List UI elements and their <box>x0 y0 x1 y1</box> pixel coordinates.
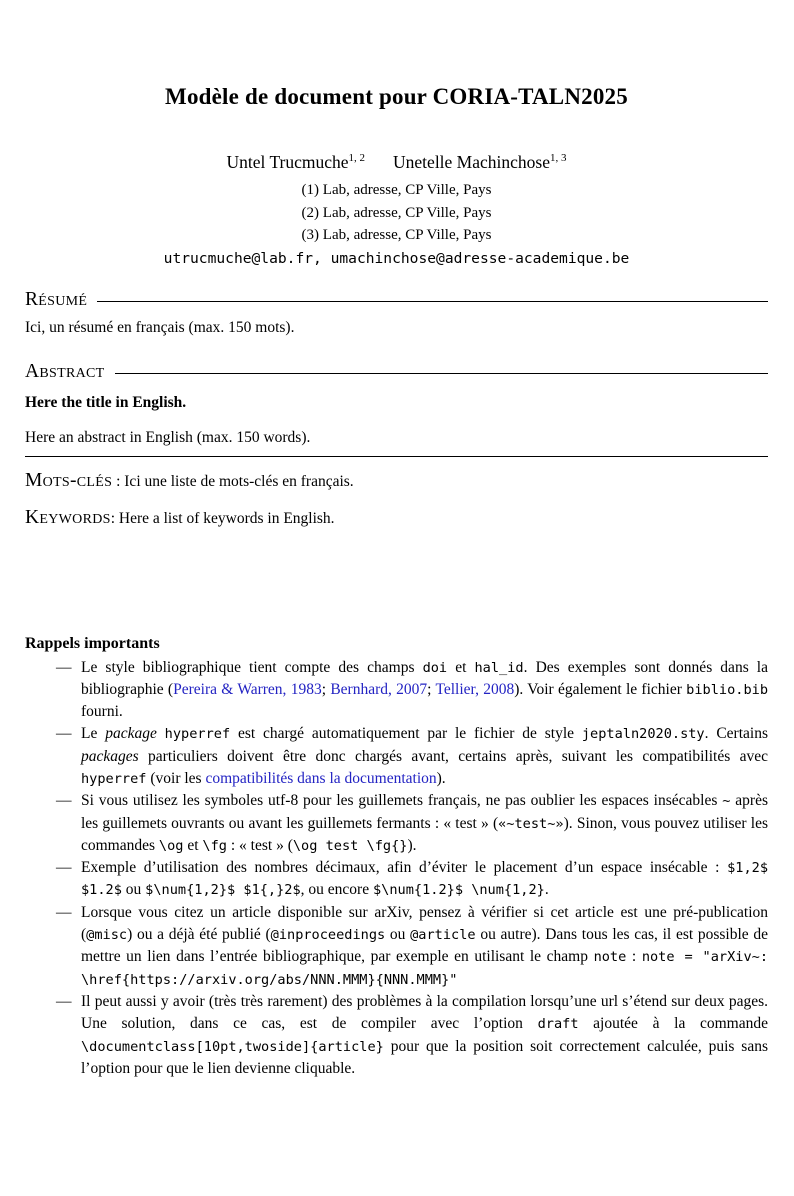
code-span: draft <box>537 1016 579 1033</box>
inline-link[interactable]: Bernhard, 2007 <box>330 680 428 698</box>
text-span: Lorsque vous citez un article disponible sur arXiv, pensez à vérifier si cet article est une pré-publication ( <box>81 903 768 944</box>
text-span: Exemple d’utilisation des nombres décimaux, afin d’éviter le placement d’un espace insécable : <box>81 859 728 877</box>
author-2-name: Unetelle Machinchose <box>393 152 550 172</box>
text-span: : « test » ( <box>226 836 293 854</box>
resume-text: Ici, un résumé en français (max. 150 mots). <box>25 318 295 336</box>
code-span: $1,2$ $1.2$ <box>81 860 768 899</box>
code-span: @inproceedings <box>270 927 386 944</box>
code-span: hyperref <box>164 726 231 743</box>
rappels-item <box>25 790 768 857</box>
text-span: fourni. <box>81 703 123 721</box>
code-span: «~test~» <box>498 815 564 832</box>
code-span: \og <box>158 837 184 854</box>
keywords-line <box>25 506 768 531</box>
inline-link[interactable]: Pereira & Warren, 1983 <box>173 680 322 698</box>
code-span: biblio.bib <box>686 681 768 698</box>
item-dash-marker: — <box>56 903 72 921</box>
text-span: après les guillemets ouvrants ou avant les guillemets fermants : « test » ( <box>81 792 769 832</box>
keywords-text: : Here a list of keywords in English. <box>110 509 335 527</box>
rappels-item <box>25 723 768 790</box>
code-span: $\num{1.2}$ \num{1,2} <box>372 882 545 899</box>
keywords-label: Keywords <box>25 506 111 528</box>
author-1 <box>227 152 366 172</box>
rappels-item <box>25 991 768 1080</box>
text-span: ajoutée à la commande <box>578 1015 768 1033</box>
item-dash-marker: — <box>56 725 72 743</box>
abstract-rule <box>115 373 769 374</box>
text-span: . Certains <box>704 725 768 743</box>
text-span: . <box>544 881 549 899</box>
code-span: hyperref <box>81 770 147 787</box>
italic-span: package <box>105 725 157 743</box>
inline-link[interactable]: compatibilités dans la documentation <box>205 769 437 787</box>
abstract-text: Here an abstract in English (max. 150 words). <box>25 427 768 457</box>
author-emails: utrucmuche@lab.fr, umachinchose@adresse-academique.be <box>163 249 630 267</box>
text-span: ; <box>427 680 436 698</box>
code-span: note <box>593 949 627 966</box>
text-span: Il peut aussi y avoir (très très rarement) des problèmes à la compilation lorsqu’une url s’étend sur deux pages. Une solution, dans ce cas, est de compiler avec l’option <box>81 992 768 1033</box>
text-span: Si vous utilisez les symboles utf-8 pour les guillemets français, ne pas oublier les espaces insécables <box>81 792 723 810</box>
text-span: Le style bibliographique tient compte des champs <box>81 658 423 676</box>
page-title: Modèle de document pour CORIA-TALN2025 <box>165 84 628 109</box>
text-span: ). <box>436 769 446 787</box>
code-span: jeptaln2020.sty <box>581 726 705 743</box>
code-span: @misc <box>86 927 128 944</box>
affiliation-line: (1) Lab, adresse, CP Ville, Pays <box>301 182 492 198</box>
affiliations-block <box>25 179 768 247</box>
motscles-label: Mots-clés <box>25 469 113 491</box>
affiliation-line: (3) Lab, adresse, CP Ville, Pays <box>301 227 492 243</box>
author-1-name: Untel Trucmuche <box>226 152 349 172</box>
text-span: particuliers doivent être donc chargés avant, certains après, suivant les compatibilités avec <box>138 747 768 765</box>
text-span: ou autre). Dans tous les cas, il est possible de mettre un lien dans l’entrée bibliographique, par exemple en utilisant le champ <box>81 926 768 966</box>
author-2-affiliation-superscript: 1, 3 <box>549 152 567 165</box>
code-span: \fg <box>202 837 227 854</box>
resume-label: Résumé <box>25 288 88 310</box>
text-span: ). Voir également le fichier <box>514 680 687 698</box>
text-span: ou <box>385 926 411 944</box>
code-span: $\num{1,2}$ $1{,}2$ <box>145 882 301 899</box>
code-span: hal_id <box>474 659 524 676</box>
text-span: (voir les <box>146 769 206 787</box>
resume-section-header <box>25 289 768 311</box>
code-span: \documentclass[10pt,twoside]{article} <box>81 1038 384 1055</box>
text-span: est chargé automatiquement par le fichier de style <box>230 725 582 743</box>
motscles-text: : Ici une liste de mots-clés en français. <box>112 472 354 490</box>
text-span: . Des exemples sont donnés dans la bibliographie ( <box>81 658 768 698</box>
text-span: ; <box>321 680 331 698</box>
code-span: doi <box>422 659 448 676</box>
rappels-item <box>25 657 768 724</box>
text-span: ou <box>121 881 146 899</box>
resume-rule <box>97 301 768 302</box>
motscles-line <box>25 469 768 494</box>
text-span: : <box>626 948 642 966</box>
abstract-label: Abstract <box>25 360 105 382</box>
item-dash-marker: — <box>56 792 72 810</box>
code-span: @article <box>410 927 476 944</box>
english-title: Here the title in English. <box>25 393 187 411</box>
rappels-item <box>25 857 768 902</box>
italic-span: packages <box>81 747 139 765</box>
abstract-section-header <box>25 361 768 383</box>
text-span: et <box>183 836 203 854</box>
affiliation-line: (2) Lab, adresse, CP Ville, Pays <box>301 204 492 221</box>
author-2 <box>393 152 566 172</box>
item-dash-marker: — <box>56 992 72 1010</box>
text-span: ) ou a déjà été publié ( <box>127 926 271 944</box>
inline-link[interactable]: Tellier, 2008 <box>435 680 515 698</box>
text-span: ). <box>407 836 417 854</box>
text-span: pour que la position soit correctement calculée, puis sans l’option pour que le lien devienne cliquable. <box>81 1037 768 1077</box>
code-span: \og test \fg{} <box>292 837 408 854</box>
code-span: ~ <box>722 793 731 810</box>
text-span: ). Sinon, vous pouvez utiliser les commandes <box>81 814 768 854</box>
authors-line <box>25 152 768 173</box>
text-span: , ou encore <box>300 881 373 899</box>
rappels-item <box>25 902 768 991</box>
item-dash-marker: — <box>56 859 72 877</box>
code-span: note = "arXiv~: \href{https://arxiv.org/abs/NNN.MMM}{NNN.MMM}" <box>81 949 769 988</box>
document-page <box>0 84 794 1102</box>
text-span <box>157 725 165 742</box>
rappels-list <box>25 657 768 1081</box>
rappels-heading: Rappels importants <box>25 634 160 652</box>
text-span: Le <box>81 725 106 743</box>
item-dash-marker: — <box>56 658 72 676</box>
author-1-affiliation-superscript: 1, 2 <box>348 152 366 165</box>
text-span: et <box>447 658 475 676</box>
